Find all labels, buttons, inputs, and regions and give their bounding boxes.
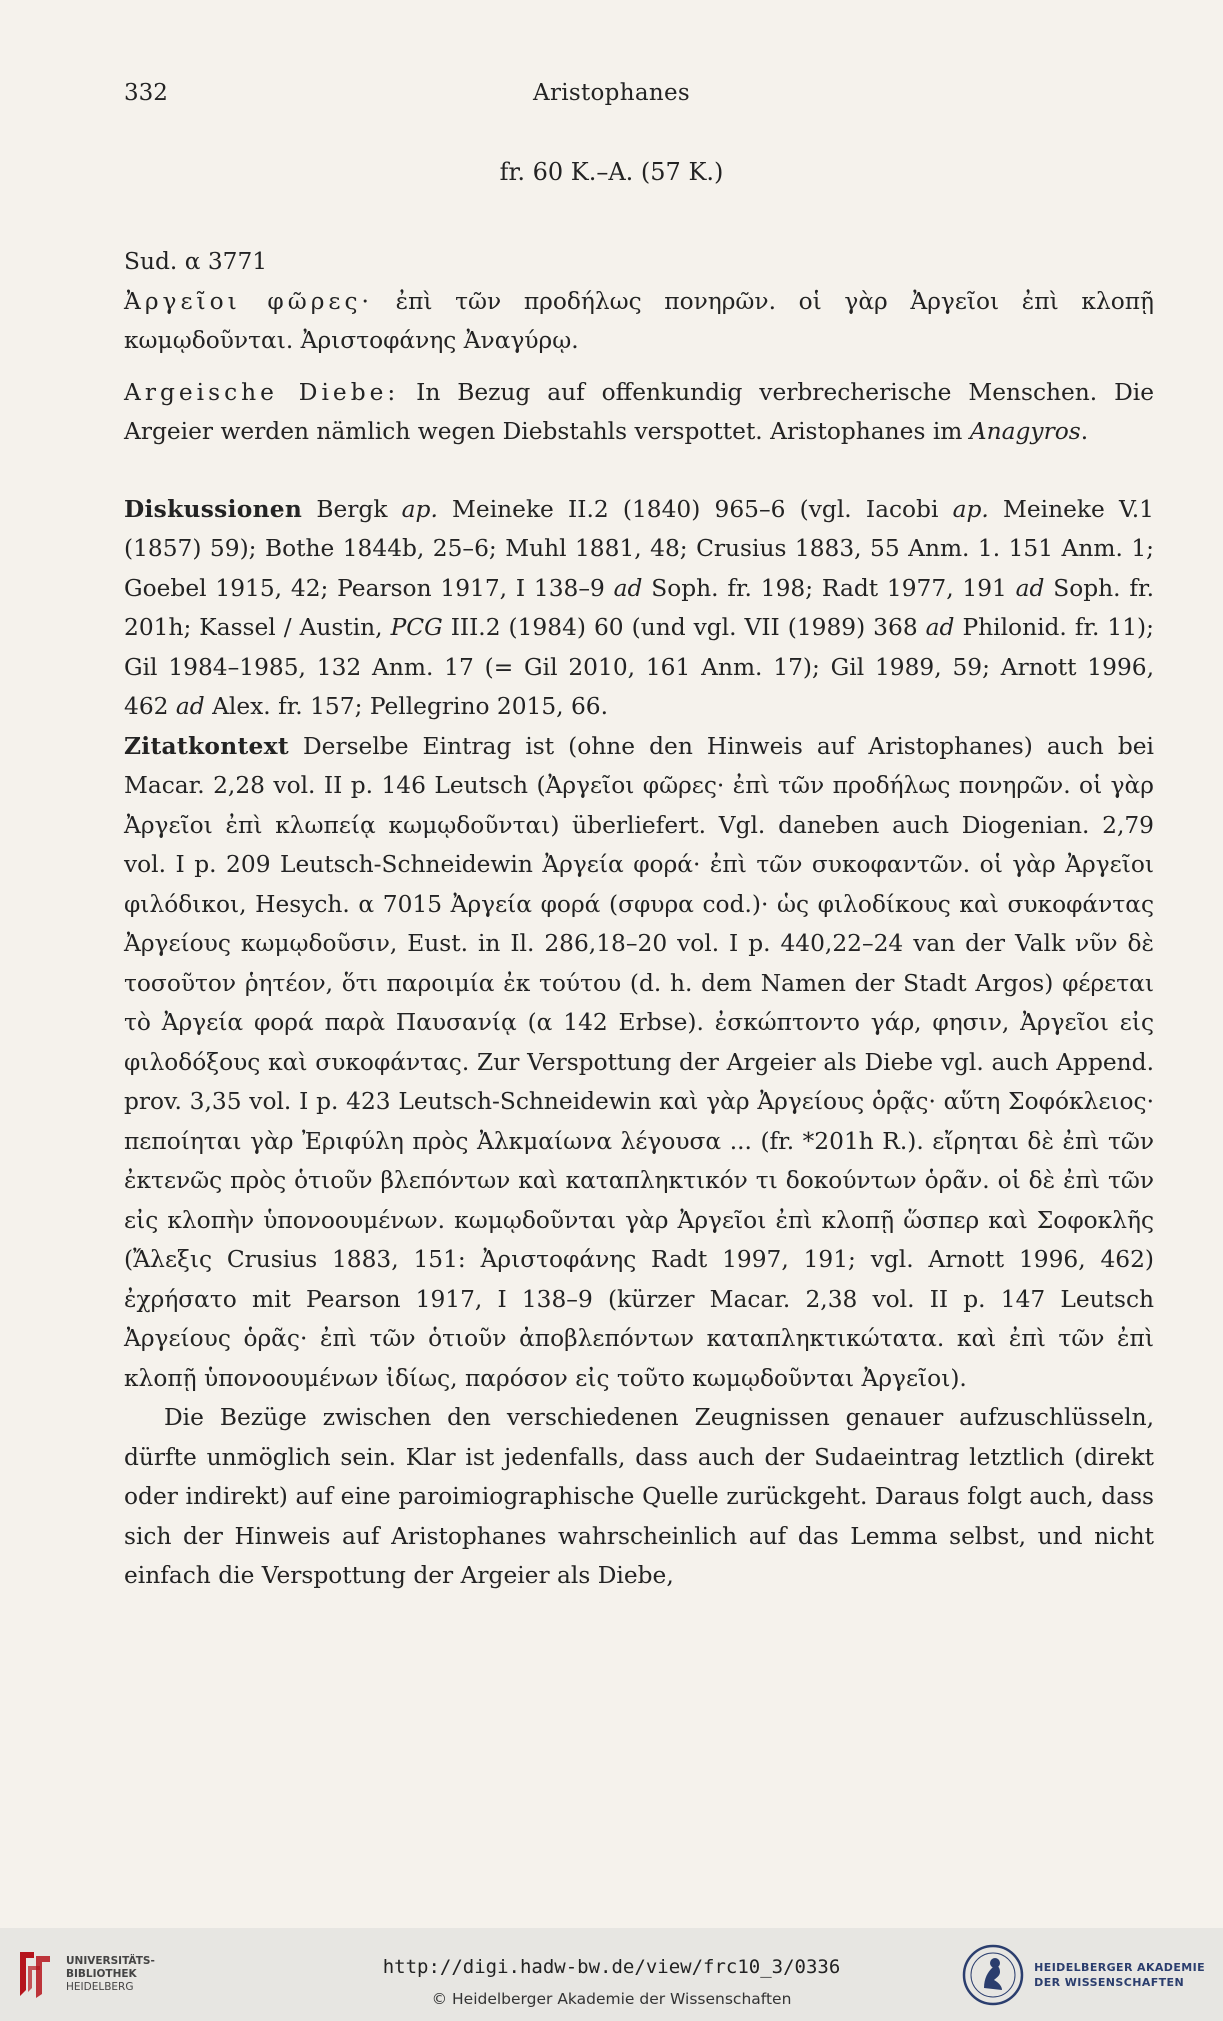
- context-heading: Zitatkontext: [124, 732, 289, 760]
- running-header: [124, 80, 1099, 120]
- greek-fragment-text: [124, 282, 1154, 361]
- greek-lemma: Ἀργεῖοι φῶρες·: [124, 287, 373, 315]
- source-reference: Sud. α 3771: [124, 248, 268, 275]
- discussions-section: Diskussionen Bergk ap. Meineke II.2 (1840) 965–6 (vgl. Iacobi ap. Meineke V.1 (1857) 59); Bothe 1844b, 25–6; Muhl 1881, 48; Crusius 1883, 55 Anm. 1. 151 Anm. 1; Goebel 1915, 42; Pearson 1917, I 138–9 ad Soph. fr. 198; Radt 1977, 191 ad Soph. fr. 201h; Kassel / Austin, PCG III.2 (1984) 60 (und vgl. VII (1989) 368 ad Philonid. fr. 11); Gil 1984–1985, 132 Anm. 17 (= Gil 2010, 161 Anm. 17); Gil 1989, 59; Arnott 1996, 462 ad Alex. fr. 157; Pellegrino 2015, 66.: [124, 495, 1155, 720]
- academy-seal-icon: [962, 1944, 1024, 2006]
- academy-logo: HEIDELBERGER AKADEMIE DER WISSENSCHAFTEN: [962, 1944, 1205, 2006]
- fragment-title: fr. 60 K.–A. (57 K.): [499, 158, 724, 186]
- translation-text: Argeische Diebe: In Bezug auf offenkundig verbrecherische Menschen. Die Argeier werden nämlich wegen Diebstahls verspottet. Aristophanes im Anagyros.: [124, 378, 1154, 445]
- context-text: Derselbe Eintrag ist (ohne den Hinweis auf Aristophanes) auch bei Macar. 2,28 vol. II p. 146 Leutsch (Ἀργεῖοι φῶρες· ἐπὶ τῶν προδήλως πονηρῶν. οἱ γὰρ Ἀργεῖοι ἐπὶ κλωπείᾳ κωμῳδοῦνται) überliefert. Vgl. daneben auch Diogenian. 2,79 vol. I p. 209 Leutsch-Schneidewin Ἀργεία φορά· ἐπὶ τῶν συκοφαντῶν. οἱ γὰρ Ἀργεῖοι φιλόδικοι, Hesych. α 7015 Ἀργεία φορά (σφυρα cod.)· ὡς φιλοδίκους καὶ συκοφάντας Ἀργείους κωμῳδοῦσιν, Eust. in Il. 286,18–20 vol. I p. 440,22–24 van der Valk νῦν δὲ τοσοῦτον ῥητέον, ὅτι παροιμία ἐκ τούτου (d. h. dem Namen der Stadt Argos) φέρεται τὸ Ἀργεία φορά παρὰ Παυσανίᾳ (α 142 Erbse). ἐσκώπτοντο γάρ, φησιν, Ἀργεῖοι εἰς φιλοδόξους καὶ συκοφάντας. Zur Verspottung der Argeier als Diebe vgl. auch Append. prov. 3,35 vol. I p. 423 Leutsch-Schneidewin καὶ γὰρ Ἀργείους ὁρᾷς· αὕτη Σοφόκλειος· πεποίηται γὰρ Ἐριφύλη πρὸς Ἀλκμαίωνα λέγουσα ... (fr. *201h R.). εἴρηται δὲ ἐπὶ τῶν ἐκτενῶς πρὸς ὁτιοῦν βλεπόντων καὶ καταπληκτικόν τι δοκούντων ὁρᾶν. οἱ δὲ ἐπὶ τῶν εἰς κλοπὴν ὑπονοουμένων. κωμῳδοῦνται γὰρ Ἀργεῖοι ἐπὶ κλοπῇ ὥσπερ καὶ Σοφοκλῆς (Ἄλεξις Crusius 1883, 151: Ἀριστοφάνης Radt 1997, 191; vgl. Arnott 1996, 462) ἐχρήσατο mit Pearson 1917, I 138–9 (kürzer Macar. 2,38 vol. II p. 147 Leutsch Ἀργείους ὁρᾶς· ἐπὶ τῶν ὁτιοῦν ἀποβλεπόντων καταπληκτικώτατα. καὶ ἐπὶ τῶν ἐπὶ κλοπῇ ὑπονοουμένων ἰδίως, παρόσον εἰς τοῦτο κωμῳδοῦνται Ἀργεῖοι).: [124, 732, 1154, 1392]
- permalink-url[interactable]: http://digi.hadw-bw.de/view/frc10_3/0336: [382, 1956, 841, 1978]
- university-library-logo: UNIVERSITÄTS- BIBLIOTHEK HEIDELBERG: [14, 1948, 155, 2000]
- greek-body: ἐπὶ τῶν προδήλως πονηρῶν. οἱ γὰρ Ἀργεῖοι ἐπὶ κλοπῇ κωμῳδοῦνται. Ἀριστοφάνης Ἀναγύρῳ.: [124, 287, 1155, 354]
- digitization-footer: [0, 1928, 1223, 2021]
- page-body: [124, 242, 1154, 1596]
- work-title: Anagyros: [969, 418, 1081, 445]
- discussions-heading: Diskussionen: [124, 495, 303, 523]
- running-title: Aristophanes: [533, 80, 690, 106]
- copyright-notice: © Heidelberger Akademie der Wissenschaften: [431, 1990, 792, 2008]
- commentary-paragraph: Die Bezüge zwischen den verschiedenen Zeugnissen genauer aufzuschlüsseln, dürfte unmöglich sein. Klar ist jedenfalls, dass auch der Sudaeintrag letztlich (direkt oder indirekt) auf eine paroimiographische Quelle zurückgeht. Daraus folgt auch, dass sich der Hinweis auf Aristophanes wahrscheinlich auf das Lemma selbst, und nicht einfach die Verspottung der Argeier als Diebe,: [124, 1404, 1154, 1589]
- page-number: 332: [124, 80, 168, 106]
- translation-lemma: Argeische Diebe:: [124, 378, 400, 406]
- context-section: [124, 727, 1154, 1399]
